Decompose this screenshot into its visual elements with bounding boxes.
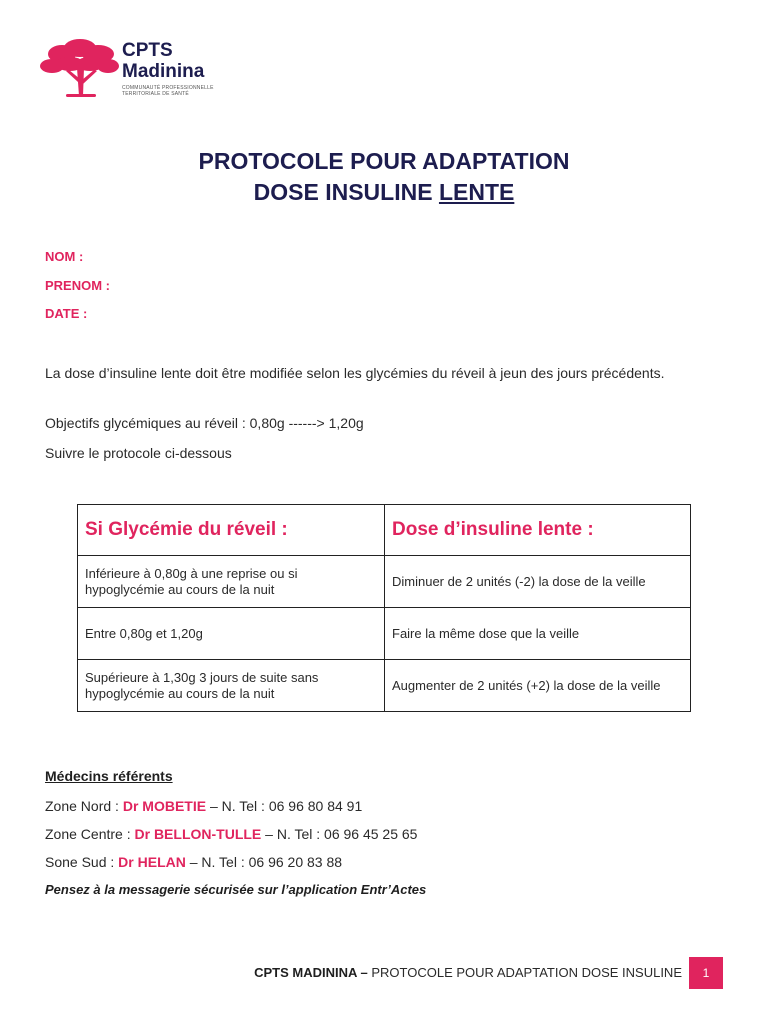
footer-text: PROTOCOLE POUR ADAPTATION DOSE INSULINE (371, 965, 682, 980)
title-line2-prefix: DOSE INSULINE (253, 179, 439, 205)
intro-paragraph-2: Objectifs glycémiques au réveil : 0,80g ------> 1,20g (45, 415, 364, 431)
page-footer (254, 965, 682, 980)
title-line1: PROTOCOLE POUR ADAPTATION (198, 148, 570, 174)
logo-name (122, 40, 204, 82)
table-cell-action: Diminuer de 2 unités (-2) la dose de la veille (385, 556, 691, 608)
referent-phone: – N. Tel : 06 96 80 84 91 (206, 798, 363, 814)
referent-zone: Zone Centre : (45, 826, 135, 842)
referent-zone: Zone Nord : (45, 798, 123, 814)
table-header-glycemie: Si Glycémie du réveil : (78, 505, 385, 556)
referent-phone: – N. Tel : 06 96 45 25 65 (261, 826, 418, 842)
title-line2 (0, 177, 768, 208)
field-nom: NOM : (45, 249, 84, 264)
field-date: DATE : (45, 306, 88, 321)
intro-paragraph-1: La dose d’insuline lente doit être modifiée selon les glycémies du réveil à jeun des jours précédents. (45, 365, 665, 381)
logo-tagline (122, 85, 222, 97)
table-cell-condition: Entre 0,80g et 1,20g (78, 608, 385, 660)
document-title (0, 146, 768, 208)
referent-phone: – N. Tel : 06 96 20 83 88 (185, 854, 343, 870)
logo-name-line1: CPTS (122, 40, 173, 61)
footer-org: CPTS MADININA – (254, 965, 372, 980)
field-prenom: PRENOM : (45, 278, 110, 293)
referent-sud (45, 854, 342, 870)
logo-tagline-line2: TERRITORIALE DE SANTÉ (122, 91, 189, 97)
table-row (78, 608, 691, 660)
referent-doctor: Dr MOBETIE (122, 798, 207, 814)
table-row (78, 556, 691, 608)
tree-logo-icon (40, 38, 120, 100)
referent-doctor: Dr HELAN (118, 854, 186, 870)
table-cell-action: Faire la même dose que la veille (385, 608, 691, 660)
referent-centre (45, 826, 417, 842)
table-cell-action: Augmenter de 2 unités (+2) la dose de la veille (385, 660, 691, 712)
logo (40, 38, 220, 100)
logo-tagline-line1: COMMUNAUTÉ PROFESSIONNELLE (122, 85, 214, 91)
logo-name-line2: Madinina (122, 61, 205, 82)
referent-zone: Sone Sud : (45, 854, 119, 870)
referent-doctor: Dr BELLON-TULLE (134, 826, 262, 842)
table-cell-condition: Inférieure à 0,80g à une reprise ou si hypoglycémie au cours de la nuit (78, 556, 385, 608)
title-line2-underlined: LENTE (438, 179, 515, 205)
page-number-badge: 1 (689, 957, 723, 989)
table-header-row (78, 505, 691, 556)
intro-paragraph-3: Suivre le protocole ci-dessous (45, 445, 232, 461)
table-row (78, 660, 691, 712)
referent-nord (45, 798, 362, 814)
referents-title: Médecins référents (45, 768, 173, 784)
secure-messaging-note: Pensez à la messagerie sécurisée sur l’application Entr’Actes (45, 882, 427, 897)
table-cell-condition: Supérieure à 1,30g 3 jours de suite sans hypoglycémie au cours de la nuit (78, 660, 385, 712)
protocol-table (77, 504, 691, 712)
table-header-dose: Dose d’insuline lente : (385, 505, 691, 556)
